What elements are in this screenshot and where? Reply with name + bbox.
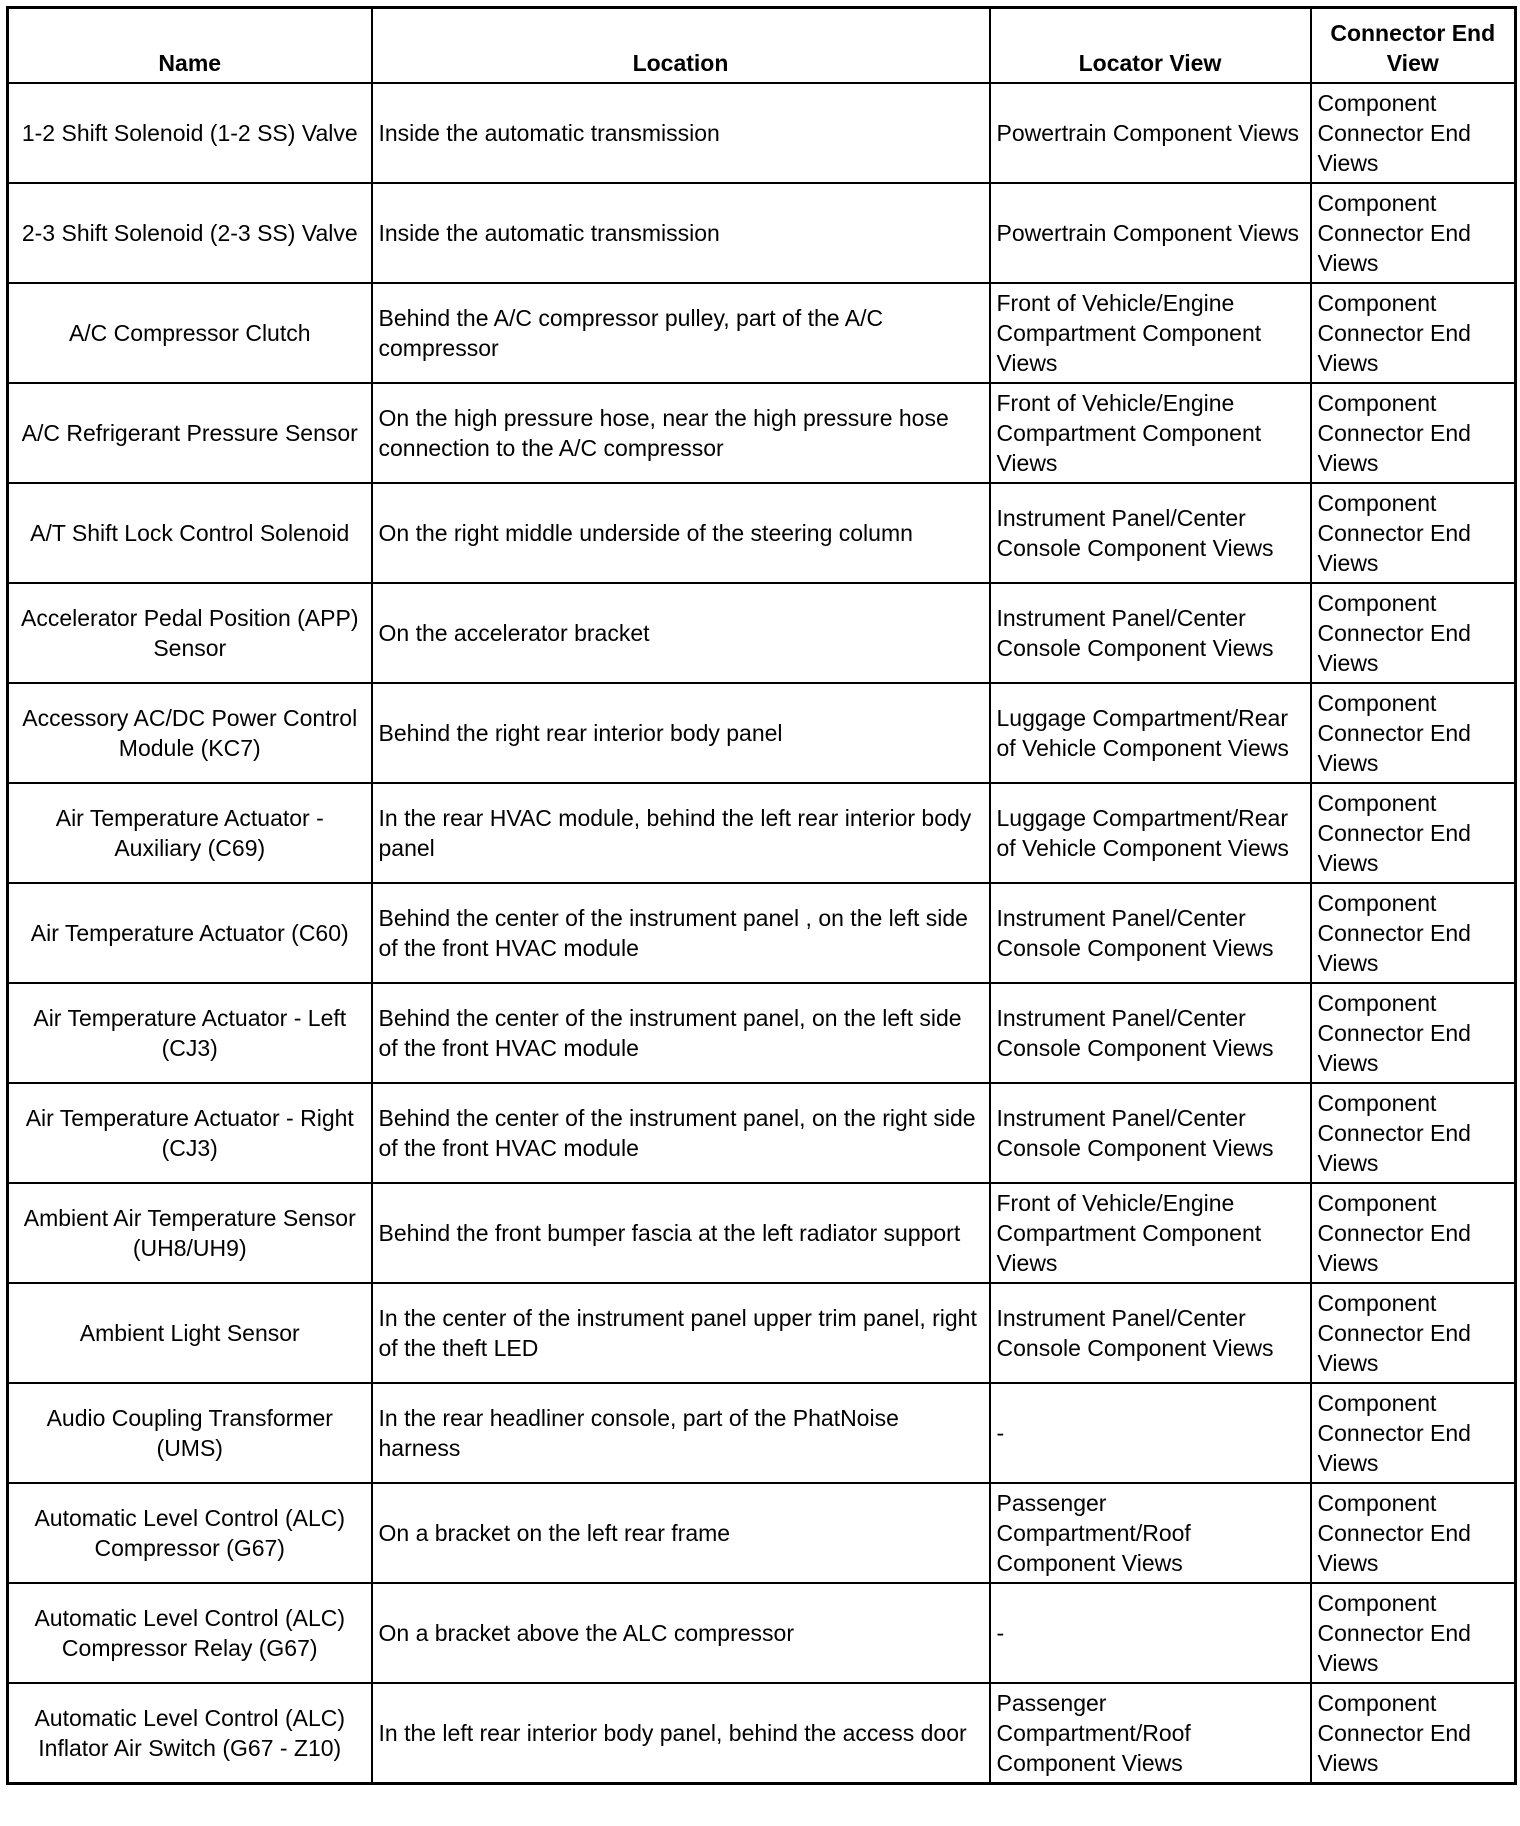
table-row: [8, 383, 1516, 483]
cell-location: Behind the center of the instrument panel, on the right side of the front HVAC module: [372, 1083, 990, 1183]
cell-connector-end-view[interactable]: Component Connector End Views: [1311, 1583, 1516, 1683]
cell-locator-view[interactable]: Front of Vehicle/Engine Compartment Component Views: [990, 283, 1311, 383]
cell-locator-view[interactable]: -: [990, 1383, 1311, 1483]
cell-name: Audio Coupling Transformer (UMS): [8, 1383, 372, 1483]
table-row: [8, 1083, 1516, 1183]
cell-location: Inside the automatic transmission: [372, 183, 990, 283]
cell-locator-view[interactable]: Powertrain Component Views: [990, 183, 1311, 283]
cell-locator-view[interactable]: Front of Vehicle/Engine Compartment Component Views: [990, 383, 1311, 483]
cell-locator-view[interactable]: Passenger Compartment/Roof Component Views: [990, 1683, 1311, 1784]
cell-locator-view[interactable]: Instrument Panel/Center Console Component Views: [990, 983, 1311, 1083]
cell-name: Ambient Air Temperature Sensor (UH8/UH9): [8, 1183, 372, 1283]
header-location: Location: [372, 8, 990, 84]
cell-name: Air Temperature Actuator - Left (CJ3): [8, 983, 372, 1083]
cell-connector-end-view[interactable]: Component Connector End Views: [1311, 683, 1516, 783]
component-locator-table: [6, 6, 1517, 1785]
table-row: [8, 1683, 1516, 1784]
cell-name: A/C Refrigerant Pressure Sensor: [8, 383, 372, 483]
cell-location: Behind the front bumper fascia at the left radiator support: [372, 1183, 990, 1283]
cell-locator-view[interactable]: Instrument Panel/Center Console Component Views: [990, 483, 1311, 583]
cell-location: In the rear HVAC module, behind the left rear interior body panel: [372, 783, 990, 883]
cell-connector-end-view[interactable]: Component Connector End Views: [1311, 583, 1516, 683]
cell-name: Air Temperature Actuator - Auxiliary (C69): [8, 783, 372, 883]
cell-connector-end-view[interactable]: Component Connector End Views: [1311, 183, 1516, 283]
cell-location: On a bracket on the left rear frame: [372, 1483, 990, 1583]
cell-location: Behind the A/C compressor pulley, part of the A/C compressor: [372, 283, 990, 383]
table-body: [8, 83, 1516, 1784]
table-row: [8, 1183, 1516, 1283]
cell-connector-end-view[interactable]: Component Connector End Views: [1311, 83, 1516, 183]
cell-connector-end-view[interactable]: Component Connector End Views: [1311, 883, 1516, 983]
cell-connector-end-view[interactable]: Component Connector End Views: [1311, 983, 1516, 1083]
cell-location: In the rear headliner console, part of the PhatNoise harness: [372, 1383, 990, 1483]
cell-connector-end-view[interactable]: Component Connector End Views: [1311, 783, 1516, 883]
cell-locator-view[interactable]: Luggage Compartment/Rear of Vehicle Component Views: [990, 683, 1311, 783]
header-locator-view: Locator View: [990, 8, 1311, 84]
cell-locator-view[interactable]: Instrument Panel/Center Console Component Views: [990, 1283, 1311, 1383]
cell-name: Automatic Level Control (ALC) Compressor Relay (G67): [8, 1583, 372, 1683]
cell-connector-end-view[interactable]: Component Connector End Views: [1311, 383, 1516, 483]
cell-name: Air Temperature Actuator (C60): [8, 883, 372, 983]
table-row: [8, 1483, 1516, 1583]
cell-connector-end-view[interactable]: Component Connector End Views: [1311, 1083, 1516, 1183]
table-row: [8, 483, 1516, 583]
table-header: [8, 8, 1516, 84]
cell-location: Behind the center of the instrument panel, on the left side of the front HVAC module: [372, 983, 990, 1083]
cell-locator-view[interactable]: Instrument Panel/Center Console Component Views: [990, 883, 1311, 983]
header-name: Name: [8, 8, 372, 84]
table-row: [8, 1283, 1516, 1383]
cell-location: On a bracket above the ALC compressor: [372, 1583, 990, 1683]
cell-location: Behind the center of the instrument panel , on the left side of the front HVAC module: [372, 883, 990, 983]
table-row: [8, 883, 1516, 983]
cell-name: 2-3 Shift Solenoid (2-3 SS) Valve: [8, 183, 372, 283]
cell-name: 1-2 Shift Solenoid (1-2 SS) Valve: [8, 83, 372, 183]
cell-locator-view[interactable]: -: [990, 1583, 1311, 1683]
cell-connector-end-view[interactable]: Component Connector End Views: [1311, 1283, 1516, 1383]
table-row: [8, 1583, 1516, 1683]
table-row: [8, 583, 1516, 683]
header-connector-end-view: Connector End View: [1311, 8, 1516, 84]
cell-connector-end-view[interactable]: Component Connector End Views: [1311, 283, 1516, 383]
cell-name: Automatic Level Control (ALC) Inflator Air Switch (G67 - Z10): [8, 1683, 372, 1784]
table-row: [8, 783, 1516, 883]
table-row: [8, 983, 1516, 1083]
cell-locator-view[interactable]: Powertrain Component Views: [990, 83, 1311, 183]
cell-name: Ambient Light Sensor: [8, 1283, 372, 1383]
cell-name: A/T Shift Lock Control Solenoid: [8, 483, 372, 583]
table-row: [8, 183, 1516, 283]
table-row: [8, 283, 1516, 383]
cell-connector-end-view[interactable]: Component Connector End Views: [1311, 1683, 1516, 1784]
cell-locator-view[interactable]: Instrument Panel/Center Console Component Views: [990, 1083, 1311, 1183]
cell-locator-view[interactable]: Front of Vehicle/Engine Compartment Component Views: [990, 1183, 1311, 1283]
cell-location: In the left rear interior body panel, behind the access door: [372, 1683, 990, 1784]
cell-connector-end-view[interactable]: Component Connector End Views: [1311, 1483, 1516, 1583]
table-row: [8, 83, 1516, 183]
cell-connector-end-view[interactable]: Component Connector End Views: [1311, 1183, 1516, 1283]
header-row: [8, 8, 1516, 84]
cell-locator-view[interactable]: Instrument Panel/Center Console Component Views: [990, 583, 1311, 683]
cell-connector-end-view[interactable]: Component Connector End Views: [1311, 483, 1516, 583]
table-row: [8, 1383, 1516, 1483]
table-row: [8, 683, 1516, 783]
cell-location: On the right middle underside of the steering column: [372, 483, 990, 583]
cell-name: Accessory AC/DC Power Control Module (KC7): [8, 683, 372, 783]
cell-name: A/C Compressor Clutch: [8, 283, 372, 383]
cell-connector-end-view[interactable]: Component Connector End Views: [1311, 1383, 1516, 1483]
cell-location: Inside the automatic transmission: [372, 83, 990, 183]
cell-locator-view[interactable]: Passenger Compartment/Roof Component Views: [990, 1483, 1311, 1583]
component-table-container: [6, 6, 1514, 1785]
cell-locator-view[interactable]: Luggage Compartment/Rear of Vehicle Component Views: [990, 783, 1311, 883]
cell-location: On the accelerator bracket: [372, 583, 990, 683]
cell-location: In the center of the instrument panel upper trim panel, right of the theft LED: [372, 1283, 990, 1383]
cell-location: On the high pressure hose, near the high pressure hose connection to the A/C compressor: [372, 383, 990, 483]
cell-location: Behind the right rear interior body panel: [372, 683, 990, 783]
cell-name: Automatic Level Control (ALC) Compressor (G67): [8, 1483, 372, 1583]
cell-name: Accelerator Pedal Position (APP) Sensor: [8, 583, 372, 683]
cell-name: Air Temperature Actuator - Right (CJ3): [8, 1083, 372, 1183]
